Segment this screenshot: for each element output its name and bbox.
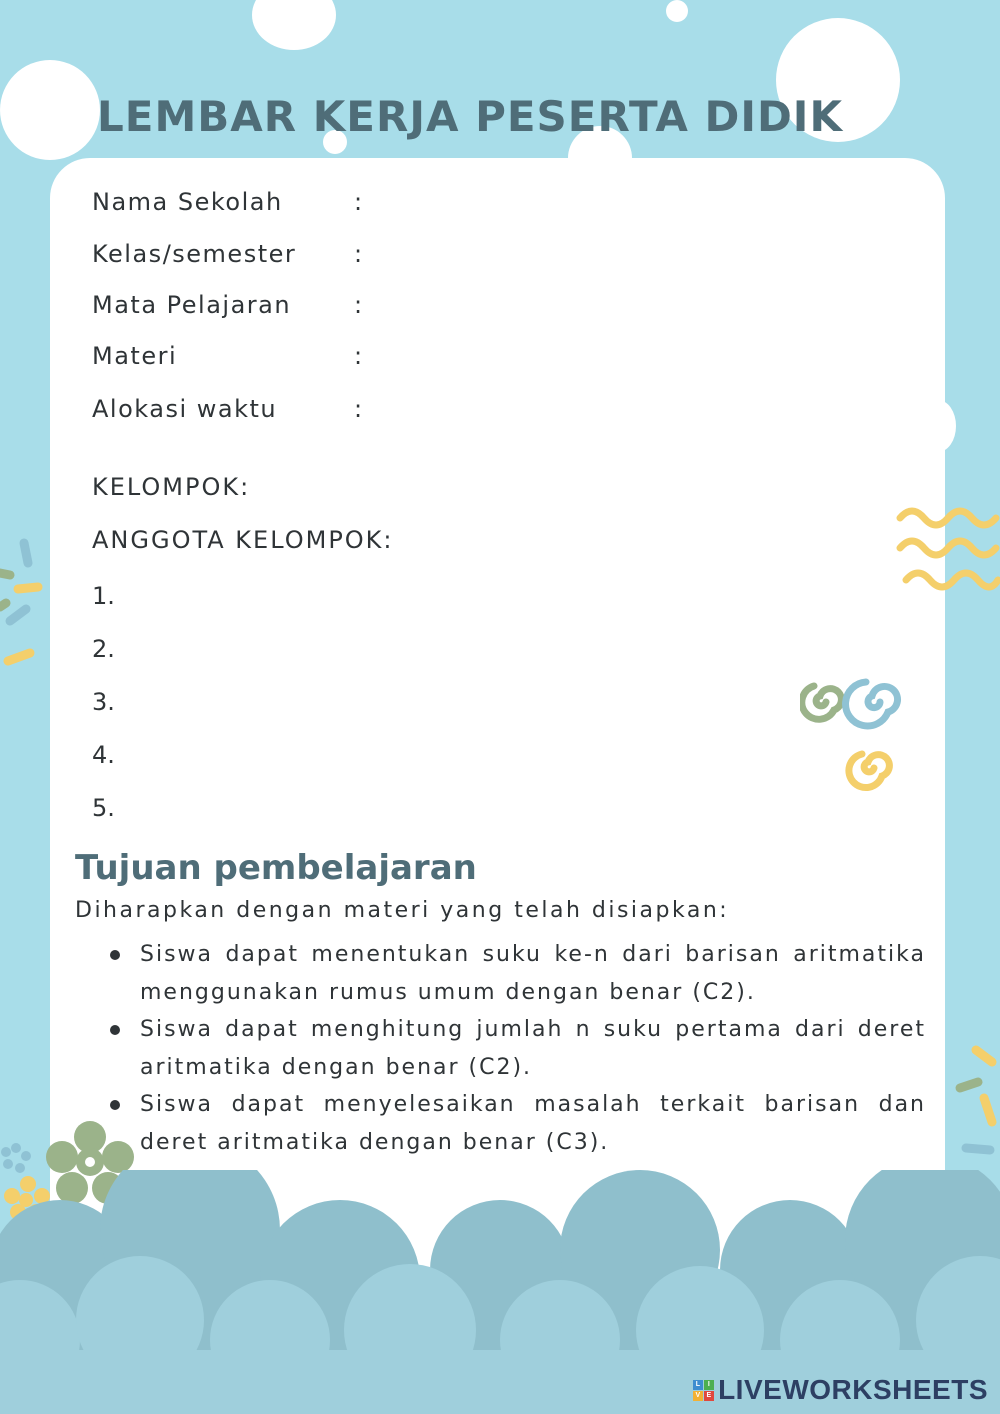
field-label: Nama Sekolah	[92, 188, 283, 216]
field-separator: :	[354, 240, 364, 268]
field-nama-sekolah	[92, 188, 364, 216]
logo-letter: I	[704, 1380, 714, 1390]
member-number: 4.	[92, 741, 115, 769]
objective-text: Siswa dapat menyelesaikan masalah terkait barisan dan deret aritmatika dengan benar (C3).	[140, 1092, 926, 1155]
field-separator: :	[354, 342, 364, 370]
field-mata-pelajaran	[92, 291, 364, 319]
objectives-intro: Diharapkan dengan materi yang telah disiapkan:	[75, 898, 730, 923]
objective-text: Siswa dapat menghitung jumlah n suku pertama dari deret aritmatika dengan benar (C2).	[140, 1017, 926, 1080]
member-number: 2.	[92, 635, 115, 663]
field-materi	[92, 342, 364, 370]
field-label: Materi	[92, 342, 178, 370]
bullet-icon	[110, 950, 120, 960]
field-separator: :	[354, 291, 364, 319]
group-label: KELOMPOK:	[92, 473, 251, 501]
sprinkles-icon	[0, 535, 50, 675]
field-label: Kelas/semester	[92, 240, 297, 268]
brand-mark-icon	[693, 1380, 714, 1401]
member-number: 1.	[92, 582, 115, 610]
field-alokasi-waktu	[92, 395, 364, 423]
objective-item	[100, 1011, 926, 1086]
decor-bubble	[252, 0, 336, 50]
objectives-list	[100, 936, 926, 1161]
field-kelas-semester	[92, 240, 364, 268]
decor-bubble	[666, 0, 688, 22]
member-number: 3.	[92, 688, 115, 716]
worksheet-title: LEMBAR KERJA PESERTA DIDIK	[97, 92, 843, 141]
field-label: Alokasi waktu	[92, 395, 278, 423]
brand-name: LIVEWORKSHEETS	[718, 1374, 988, 1405]
member-number: 5.	[92, 794, 115, 822]
liveworksheets-logo[interactable]	[693, 1374, 988, 1406]
sprinkles-icon	[950, 1040, 1000, 1160]
bullet-icon	[110, 1025, 120, 1035]
objective-item	[100, 936, 926, 1011]
objective-text: Siswa dapat menentukan suku ke-n dari barisan aritmatika menggunakan rumus umum dengan benar (C2).	[140, 942, 926, 1005]
wavy-lines-icon	[896, 500, 1000, 600]
field-label: Mata Pelajaran	[92, 291, 292, 319]
field-separator: :	[354, 188, 364, 216]
bullet-icon	[110, 1100, 120, 1110]
logo-letter: E	[704, 1391, 714, 1401]
objective-item	[100, 1086, 926, 1161]
logo-letter: L	[693, 1380, 703, 1390]
logo-letter: V	[693, 1391, 703, 1401]
spiral-icon	[800, 668, 920, 796]
field-separator: :	[354, 395, 364, 423]
members-label: ANGGOTA KELOMPOK:	[92, 526, 394, 554]
objectives-heading: Tujuan pembelajaran	[75, 848, 477, 888]
